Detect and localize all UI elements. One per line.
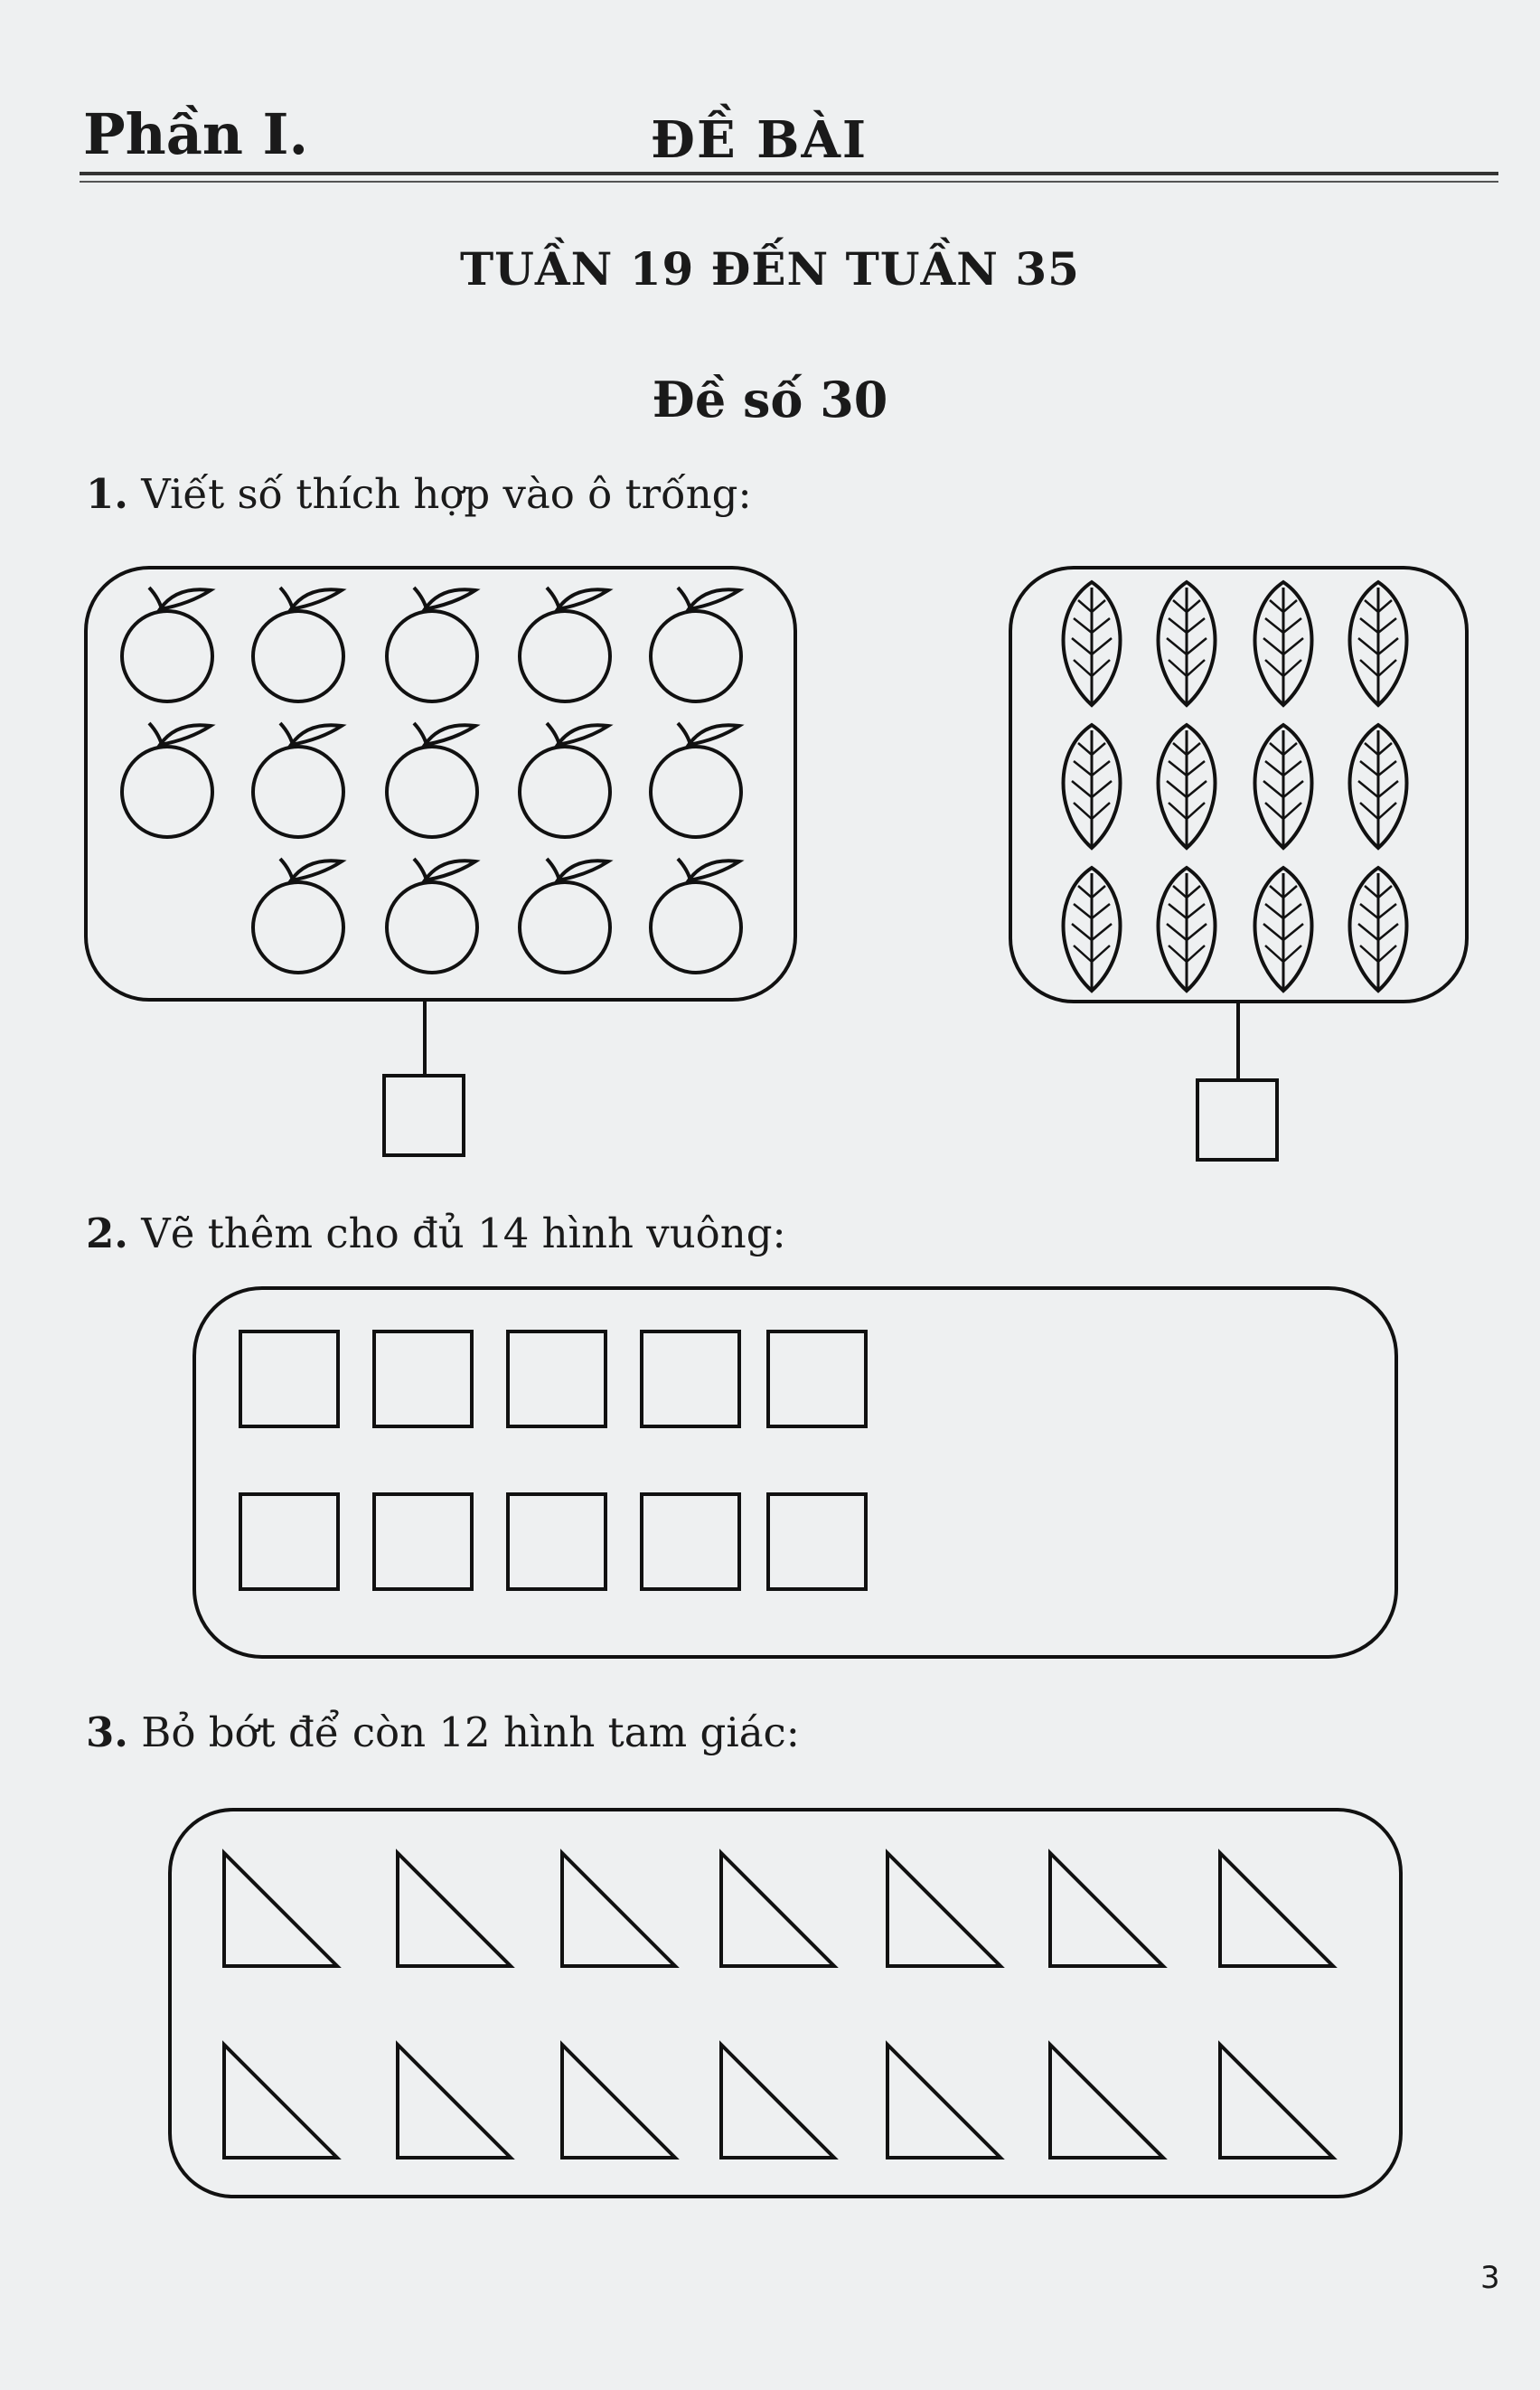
triangle-shape [398, 1853, 511, 1966]
question-2-text: Vẽ thêm cho đủ 14 hình vuông: [127, 1209, 786, 1257]
apple-icon [651, 588, 741, 701]
apple-icon [253, 859, 343, 973]
square-shape [508, 1331, 606, 1426]
triangle-shape [887, 1853, 1000, 1966]
triangle-shape [1220, 2045, 1333, 2158]
leaf-icon [1255, 868, 1312, 991]
triangle-shape [721, 1853, 834, 1966]
triangles-frame [170, 1810, 1401, 2197]
square-shape [508, 1494, 606, 1589]
square-shape [374, 1494, 472, 1589]
question-1-text: Viết số thích hợp vào ô trống: [127, 470, 752, 518]
apple-icon [520, 723, 610, 837]
leaf-icon [1159, 725, 1216, 848]
apple-icon [520, 588, 610, 701]
leaf-icon [1255, 582, 1312, 705]
triangle-shape [887, 2045, 1000, 2158]
leaf-icon [1159, 582, 1216, 705]
square-shape [240, 1494, 338, 1589]
apple-icon [253, 588, 343, 701]
leaf-icon [1350, 725, 1407, 848]
apple-icon [253, 723, 343, 837]
section-title: ĐỀ BÀI [651, 110, 869, 170]
leaves-frame [1010, 568, 1467, 1002]
apple-icon [122, 723, 212, 837]
question-3-text: Bỏ bớt để còn 12 hình tam giác: [127, 1708, 800, 1756]
square-shape [240, 1331, 338, 1426]
triangle-group [224, 1853, 1333, 2158]
triangle-shape [562, 2045, 675, 2158]
triangle-shape [1220, 1853, 1333, 1966]
square-shape [374, 1331, 472, 1426]
apple-icon [387, 859, 477, 973]
part-label: Phần I. [83, 101, 309, 167]
triangle-shape [398, 2045, 511, 2158]
page-number: 3 [1480, 2260, 1500, 2296]
square-group [240, 1331, 866, 1589]
triangle-shape [721, 2045, 834, 2158]
apples-answer-box[interactable] [384, 1076, 464, 1155]
apple-icon [520, 859, 610, 973]
week-range-title: TUẦN 19 ĐẾN TUẦN 35 [460, 242, 1080, 296]
apple-icon [122, 588, 212, 701]
question-1-number: 1. [86, 470, 128, 518]
triangle-shape [562, 1853, 675, 1966]
apple-group [122, 588, 741, 973]
square-shape [768, 1494, 866, 1589]
apple-icon [387, 588, 477, 701]
apples-frame [86, 568, 795, 1000]
leaf-icon [1064, 725, 1121, 848]
square-shape [768, 1331, 866, 1426]
question-2-number: 2. [86, 1209, 128, 1257]
leaf-icon [1064, 868, 1121, 991]
leaf-group [1064, 582, 1407, 991]
leaf-icon [1350, 582, 1407, 705]
triangle-shape [224, 2045, 337, 2158]
leaf-icon [1064, 582, 1121, 705]
square-shape [642, 1494, 739, 1589]
triangle-shape [1050, 1853, 1163, 1966]
leaf-icon [1255, 725, 1312, 848]
exam-title: Đề số 30 [652, 371, 888, 428]
square-shape [642, 1331, 739, 1426]
leaves-answer-box[interactable] [1197, 1080, 1277, 1160]
triangle-shape [1050, 2045, 1163, 2158]
apple-icon [651, 859, 741, 973]
apple-icon [387, 723, 477, 837]
triangle-shape [224, 1853, 337, 1966]
leaf-icon [1350, 868, 1407, 991]
apple-icon [651, 723, 741, 837]
question-3-number: 3. [86, 1708, 128, 1756]
leaf-icon [1159, 868, 1216, 991]
